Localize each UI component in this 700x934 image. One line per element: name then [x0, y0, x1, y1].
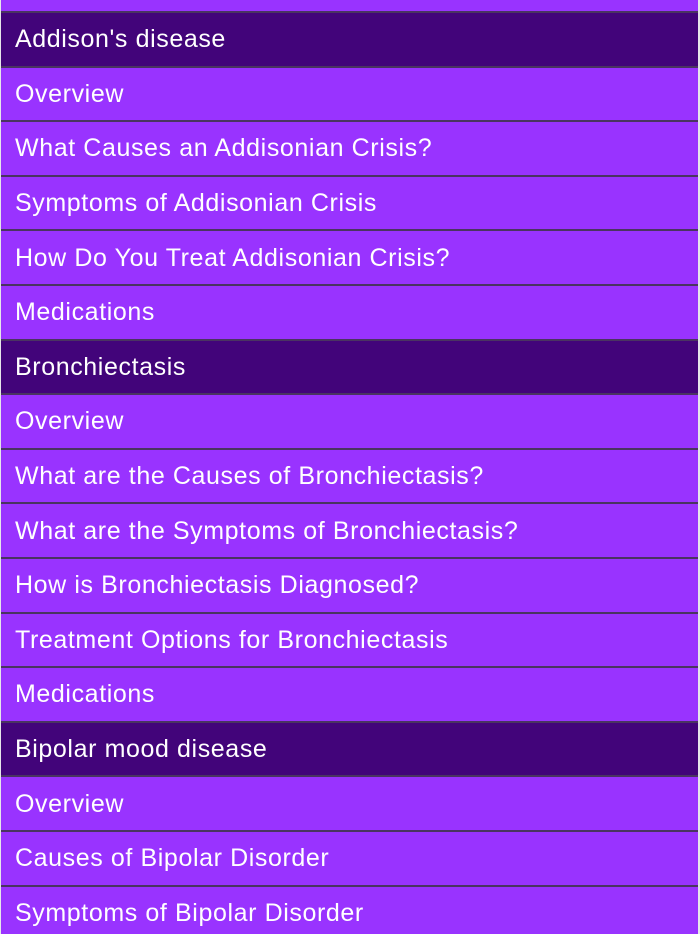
section-header-addisons-disease[interactable] — [1, 11, 698, 66]
list-item-bipolar-symptoms[interactable] — [1, 885, 698, 934]
list-item-label: What are the Causes of Bronchiectasis? — [15, 462, 484, 491]
previous-row-partial[interactable] — [1, 0, 698, 11]
list-item-bronchiectasis-causes[interactable] — [1, 448, 698, 503]
list-item-label: Treatment Options for Bronchiectasis — [15, 625, 449, 654]
section-header-label: Addison's disease — [15, 25, 226, 54]
topic-list — [1, 11, 698, 934]
list-item-bronchiectasis-medications[interactable] — [1, 666, 698, 721]
list-item-label: What are the Symptoms of Bronchiectasis? — [15, 516, 519, 545]
list-item-label: Medications — [15, 680, 155, 709]
section-header-bronchiectasis[interactable] — [1, 339, 698, 394]
list-item-bronchiectasis-overview[interactable] — [1, 393, 698, 448]
list-item-bronchiectasis-treatment[interactable] — [1, 612, 698, 667]
section-header-label: Bronchiectasis — [15, 352, 186, 381]
list-item-label: Overview — [15, 79, 124, 108]
list-item-label: How is Bronchiectasis Diagnosed? — [15, 571, 420, 600]
list-item-label: Medications — [15, 298, 155, 327]
list-item-bronchiectasis-diagnosis[interactable] — [1, 557, 698, 612]
list-item-addisons-medications[interactable] — [1, 284, 698, 339]
list-item-label: Overview — [15, 789, 124, 818]
list-item-addisons-treatment[interactable] — [1, 229, 698, 284]
section-header-label: Bipolar mood disease — [15, 735, 268, 764]
list-item-label: Causes of Bipolar Disorder — [15, 844, 330, 873]
list-item-addisons-causes[interactable] — [1, 120, 698, 175]
list-item-label: Symptoms of Addisonian Crisis — [15, 189, 377, 218]
list-item-label: How Do You Treat Addisonian Crisis? — [15, 243, 451, 272]
list-item-label: What Causes an Addisonian Crisis? — [15, 134, 433, 163]
section-header-bipolar-mood-disease[interactable] — [1, 721, 698, 776]
list-item-addisons-symptoms[interactable] — [1, 175, 698, 230]
list-item-bipolar-overview[interactable] — [1, 775, 698, 830]
list-item-bipolar-causes[interactable] — [1, 830, 698, 885]
list-item-bronchiectasis-symptoms[interactable] — [1, 502, 698, 557]
list-item-label: Symptoms of Bipolar Disorder — [15, 898, 364, 927]
list-item-label: Overview — [15, 407, 124, 436]
topic-list-screen — [1, 0, 698, 934]
list-item-addisons-overview[interactable] — [1, 66, 698, 121]
